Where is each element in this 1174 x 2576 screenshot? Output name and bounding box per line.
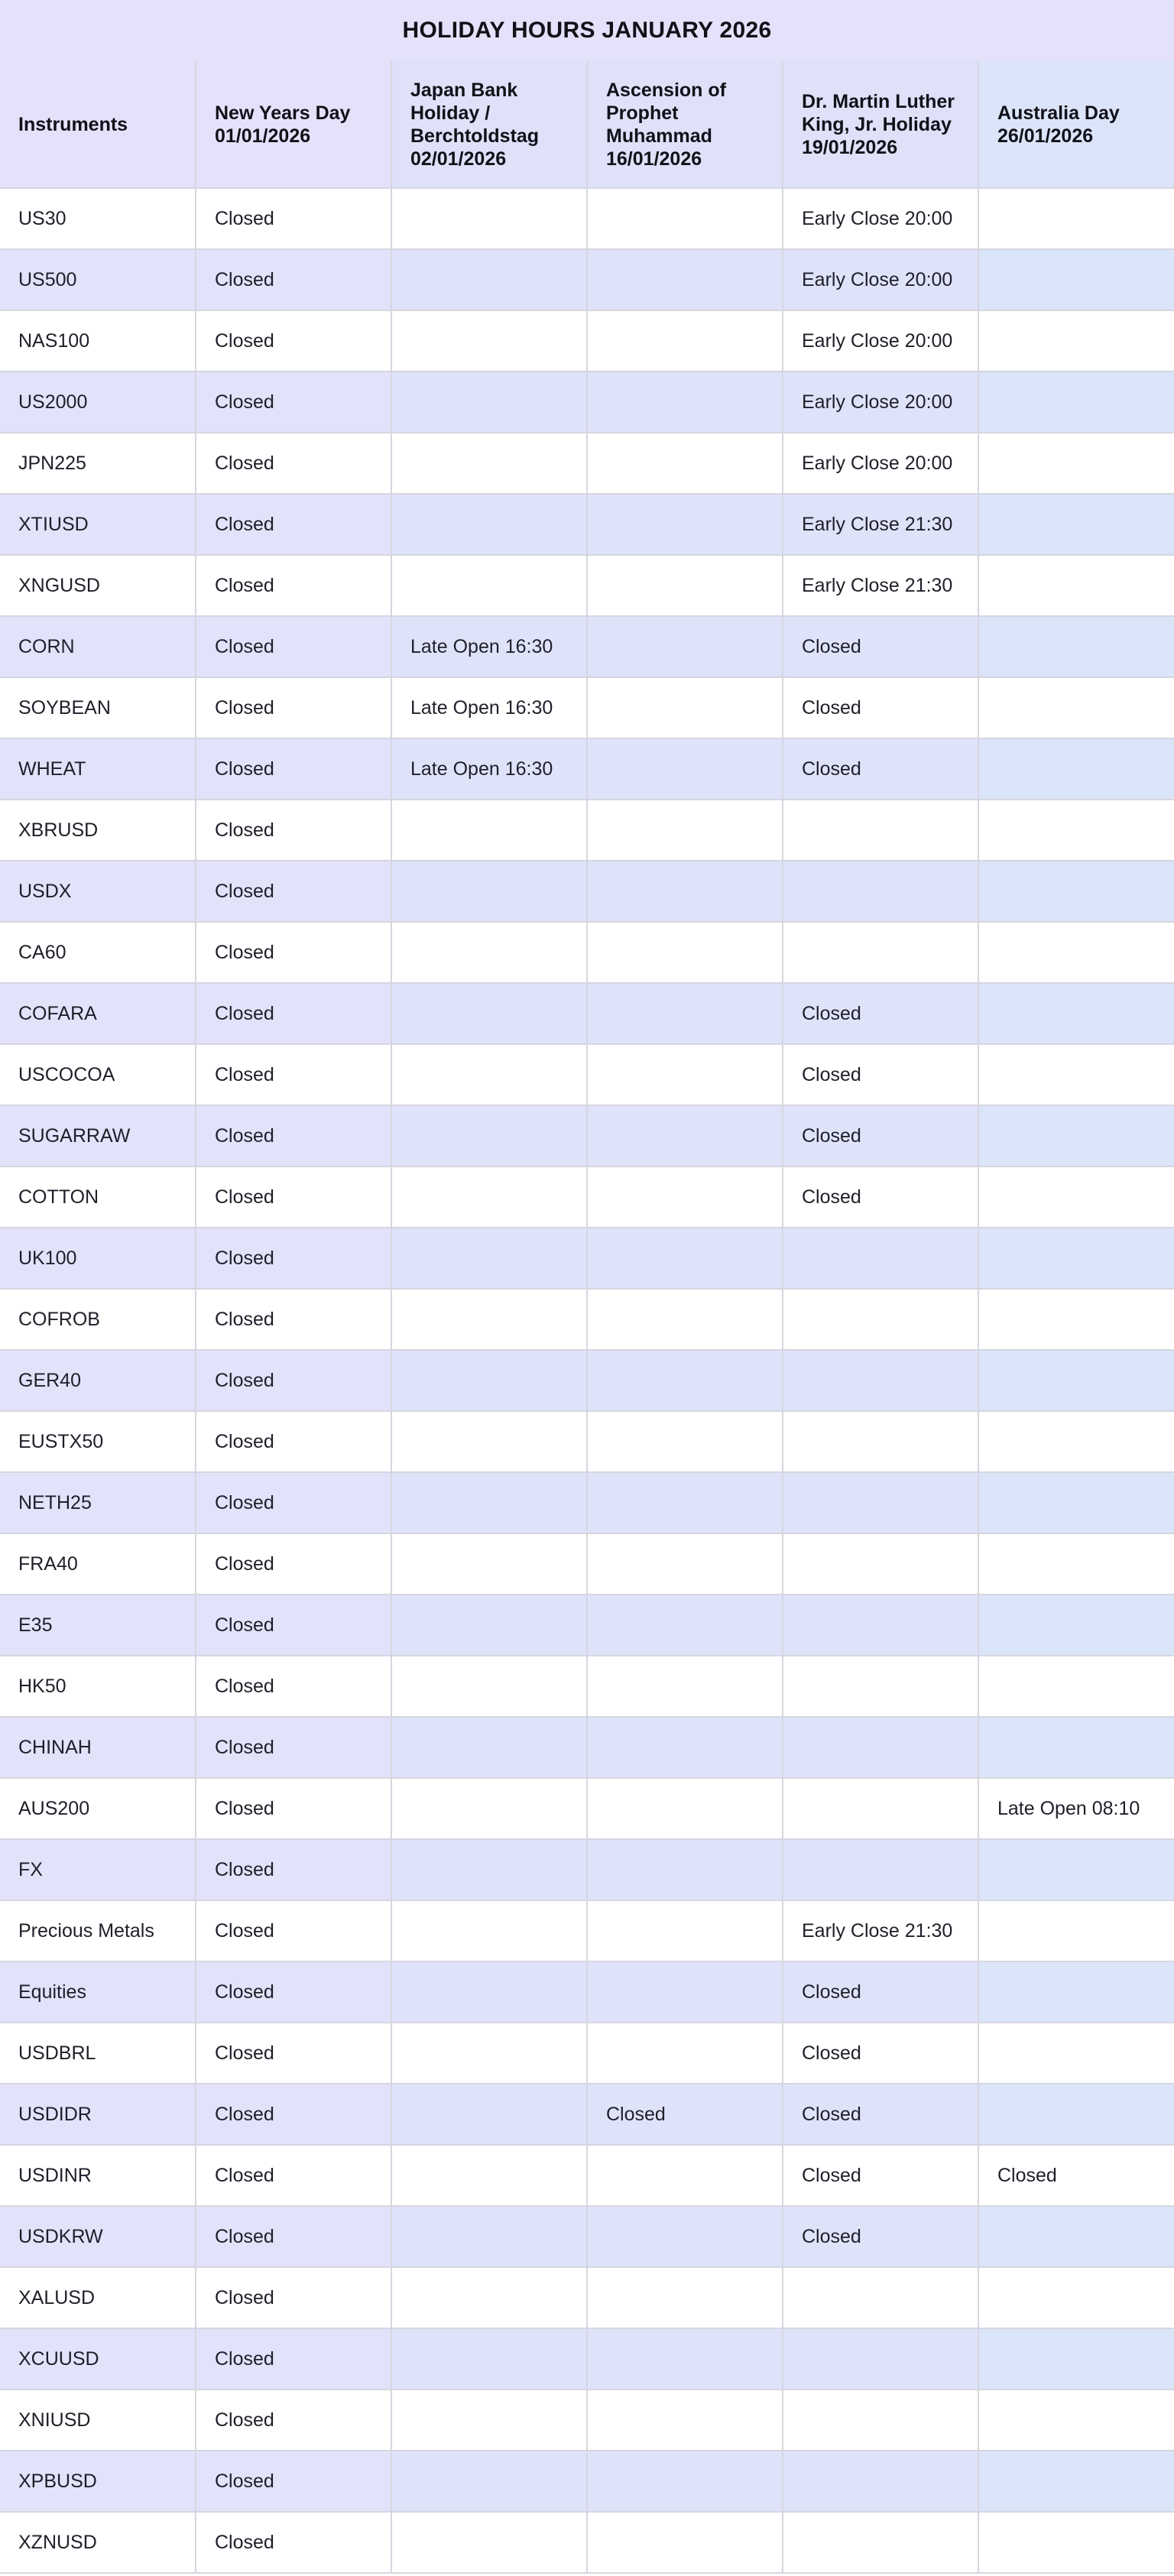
schedule-cell — [978, 2451, 1174, 2512]
instrument-cell: UK100 — [0, 1228, 196, 1289]
schedule-cell: Closed — [196, 1105, 391, 1166]
column-header-holiday: Japan Bank Holiday / Berchtoldstag 02/01/2026 — [391, 61, 587, 188]
table-row — [0, 2206, 1174, 2267]
schedule-cell — [391, 1595, 587, 1656]
table-row — [0, 1350, 1174, 1411]
instrument-cell: XCUUSD — [0, 2328, 196, 2389]
table-row — [0, 2023, 1174, 2084]
table-row — [0, 2328, 1174, 2389]
schedule-cell — [978, 800, 1174, 861]
schedule-cell: Closed — [196, 616, 391, 677]
table-row — [0, 2512, 1174, 2573]
schedule-cell: Late Open 16:30 — [391, 738, 587, 800]
schedule-cell — [978, 1839, 1174, 1900]
instrument-cell: NAS100 — [0, 310, 196, 371]
table-row — [0, 1044, 1174, 1105]
schedule-cell: Closed — [783, 1166, 978, 1228]
instrument-cell: GER40 — [0, 1350, 196, 1411]
table-row — [0, 1839, 1174, 1900]
schedule-cell: Closed — [978, 2145, 1174, 2206]
schedule-cell — [783, 1228, 978, 1289]
schedule-cell: Closed — [196, 1472, 391, 1533]
schedule-cell: Early Close 20:00 — [783, 371, 978, 433]
schedule-cell — [978, 310, 1174, 371]
schedule-cell — [391, 249, 587, 310]
instrument-cell: CHINAH — [0, 1717, 196, 1778]
schedule-cell — [978, 1533, 1174, 1595]
schedule-cell — [391, 2206, 587, 2267]
table-row — [0, 800, 1174, 861]
schedule-cell — [978, 983, 1174, 1044]
schedule-cell — [978, 861, 1174, 922]
schedule-cell — [978, 371, 1174, 433]
schedule-cell: Closed — [196, 2389, 391, 2451]
schedule-cell: Early Close 21:30 — [783, 555, 978, 616]
schedule-cell — [587, 249, 783, 310]
schedule-cell — [587, 555, 783, 616]
instrument-cell: USDX — [0, 861, 196, 922]
schedule-cell — [391, 371, 587, 433]
page-title: HOLIDAY HOURS JANUARY 2026 — [0, 0, 1174, 61]
schedule-cell — [587, 2023, 783, 2084]
instrument-cell: XTIUSD — [0, 494, 196, 555]
column-header-holiday: Ascension of Prophet Muhammad 16/01/2026 — [587, 61, 783, 188]
instrument-cell: XNIUSD — [0, 2389, 196, 2451]
table-row — [0, 1778, 1174, 1839]
table-body — [0, 188, 1174, 2573]
schedule-cell — [587, 310, 783, 371]
instrument-cell: FX — [0, 1839, 196, 1900]
schedule-cell — [587, 1656, 783, 1717]
instrument-cell: COFROB — [0, 1289, 196, 1350]
column-header-holiday: Dr. Martin Luther King, Jr. Holiday 19/01/2026 — [783, 61, 978, 188]
table-row — [0, 2389, 1174, 2451]
schedule-cell: Closed — [196, 738, 391, 800]
schedule-cell: Late Open 16:30 — [391, 677, 587, 738]
schedule-cell: Closed — [783, 616, 978, 677]
schedule-cell — [391, 2512, 587, 2573]
schedule-cell — [783, 1656, 978, 1717]
schedule-cell: Closed — [783, 1044, 978, 1105]
schedule-cell: Closed — [196, 1656, 391, 1717]
schedule-cell: Closed — [196, 922, 391, 983]
schedule-cell — [978, 2206, 1174, 2267]
schedule-cell — [783, 2267, 978, 2328]
schedule-cell: Closed — [196, 1228, 391, 1289]
schedule-cell — [978, 1166, 1174, 1228]
instrument-cell: HK50 — [0, 1656, 196, 1717]
schedule-cell: Early Close 20:00 — [783, 433, 978, 494]
schedule-cell — [978, 2389, 1174, 2451]
schedule-cell — [587, 2389, 783, 2451]
schedule-cell — [587, 2512, 783, 2573]
schedule-cell: Closed — [783, 738, 978, 800]
schedule-cell — [391, 433, 587, 494]
schedule-cell: Late Open 16:30 — [391, 616, 587, 677]
schedule-cell — [783, 800, 978, 861]
schedule-cell — [587, 2451, 783, 2512]
table-row — [0, 310, 1174, 371]
instrument-cell: Equities — [0, 1961, 196, 2023]
schedule-cell — [391, 2084, 587, 2145]
schedule-cell — [978, 738, 1174, 800]
schedule-cell — [783, 1472, 978, 1533]
instrument-cell: WHEAT — [0, 738, 196, 800]
instrument-cell: US2000 — [0, 371, 196, 433]
schedule-cell — [391, 983, 587, 1044]
schedule-cell: Closed — [196, 433, 391, 494]
schedule-cell — [587, 1900, 783, 1961]
schedule-cell: Closed — [196, 1900, 391, 1961]
schedule-cell: Closed — [196, 1533, 391, 1595]
schedule-cell — [391, 2023, 587, 2084]
instrument-cell: XNGUSD — [0, 555, 196, 616]
schedule-cell — [978, 1350, 1174, 1411]
instrument-cell: XBRUSD — [0, 800, 196, 861]
table-row — [0, 371, 1174, 433]
schedule-cell: Closed — [196, 677, 391, 738]
instrument-cell: USDIDR — [0, 2084, 196, 2145]
schedule-cell — [587, 188, 783, 249]
schedule-cell: Closed — [196, 1411, 391, 1472]
table-row — [0, 861, 1174, 922]
schedule-cell — [391, 2389, 587, 2451]
column-header-holiday: Australia Day 26/01/2026 — [978, 61, 1174, 188]
schedule-cell: Closed — [196, 2145, 391, 2206]
schedule-cell: Closed — [196, 371, 391, 433]
schedule-cell — [978, 2328, 1174, 2389]
schedule-cell — [391, 1533, 587, 1595]
instrument-cell: USDKRW — [0, 2206, 196, 2267]
column-header-holiday: New Years Day 01/01/2026 — [196, 61, 391, 188]
schedule-cell — [783, 922, 978, 983]
schedule-cell: Closed — [196, 310, 391, 371]
schedule-cell — [783, 1717, 978, 1778]
instrument-cell: AUS200 — [0, 1778, 196, 1839]
schedule-cell — [391, 922, 587, 983]
schedule-cell: Closed — [783, 2145, 978, 2206]
schedule-cell — [587, 922, 783, 983]
schedule-cell: Early Close 21:30 — [783, 494, 978, 555]
table-row — [0, 922, 1174, 983]
schedule-cell — [783, 2512, 978, 2573]
header-row — [0, 61, 1174, 188]
schedule-cell: Closed — [196, 1289, 391, 1350]
schedule-cell — [978, 1472, 1174, 1533]
schedule-cell: Closed — [196, 1717, 391, 1778]
table-row — [0, 738, 1174, 800]
instrument-cell: CORN — [0, 616, 196, 677]
table-row — [0, 1900, 1174, 1961]
schedule-cell — [391, 2267, 587, 2328]
instrument-cell: FRA40 — [0, 1533, 196, 1595]
table-row — [0, 1595, 1174, 1656]
schedule-cell — [978, 922, 1174, 983]
schedule-cell: Closed — [196, 2206, 391, 2267]
instrument-cell: US30 — [0, 188, 196, 249]
schedule-cell — [391, 800, 587, 861]
schedule-cell — [391, 1044, 587, 1105]
schedule-cell: Closed — [196, 1595, 391, 1656]
table-row — [0, 677, 1174, 738]
holiday-hours-table — [0, 61, 1174, 2574]
schedule-cell — [978, 1228, 1174, 1289]
schedule-cell: Closed — [783, 983, 978, 1044]
table-row — [0, 2451, 1174, 2512]
schedule-cell: Closed — [196, 2023, 391, 2084]
schedule-cell: Closed — [196, 800, 391, 861]
schedule-cell — [391, 1350, 587, 1411]
schedule-cell — [587, 800, 783, 861]
schedule-cell — [978, 1595, 1174, 1656]
schedule-cell — [587, 433, 783, 494]
table-row — [0, 1105, 1174, 1166]
schedule-cell — [391, 1411, 587, 1472]
schedule-cell — [587, 677, 783, 738]
schedule-cell — [587, 1778, 783, 1839]
schedule-cell — [587, 494, 783, 555]
schedule-cell — [978, 1044, 1174, 1105]
schedule-cell — [391, 861, 587, 922]
schedule-cell: Closed — [196, 1839, 391, 1900]
schedule-cell — [783, 1289, 978, 1350]
schedule-cell: Early Close 20:00 — [783, 249, 978, 310]
table-row — [0, 983, 1174, 1044]
schedule-cell — [391, 1228, 587, 1289]
schedule-cell — [391, 1900, 587, 1961]
schedule-cell — [587, 1961, 783, 2023]
table-header — [0, 61, 1174, 188]
schedule-cell: Closed — [196, 188, 391, 249]
schedule-cell — [587, 1166, 783, 1228]
table-row — [0, 2267, 1174, 2328]
schedule-cell — [978, 1289, 1174, 1350]
instrument-cell: SUGARRAW — [0, 1105, 196, 1166]
schedule-cell — [783, 1533, 978, 1595]
instrument-cell: USDINR — [0, 2145, 196, 2206]
schedule-cell — [978, 555, 1174, 616]
schedule-cell — [783, 2328, 978, 2389]
schedule-cell: Closed — [196, 1350, 391, 1411]
schedule-cell — [587, 738, 783, 800]
schedule-cell: Closed — [783, 2023, 978, 2084]
schedule-cell — [587, 1533, 783, 1595]
schedule-cell — [587, 371, 783, 433]
table-row — [0, 433, 1174, 494]
table-row — [0, 1289, 1174, 1350]
table-row — [0, 188, 1174, 249]
schedule-cell: Closed — [196, 2084, 391, 2145]
schedule-cell — [783, 861, 978, 922]
schedule-cell — [587, 861, 783, 922]
schedule-cell: Closed — [196, 2451, 391, 2512]
schedule-cell — [587, 1839, 783, 1900]
schedule-cell — [783, 2389, 978, 2451]
schedule-cell — [587, 1105, 783, 1166]
schedule-cell — [587, 2267, 783, 2328]
schedule-cell: Closed — [196, 1961, 391, 2023]
table-row — [0, 1472, 1174, 1533]
schedule-cell: Closed — [196, 555, 391, 616]
instrument-cell: EUSTX50 — [0, 1411, 196, 1472]
instrument-cell: XPBUSD — [0, 2451, 196, 2512]
schedule-cell: Closed — [196, 1044, 391, 1105]
schedule-cell — [391, 2145, 587, 2206]
schedule-cell — [978, 2512, 1174, 2573]
schedule-cell — [391, 1839, 587, 1900]
table-row — [0, 249, 1174, 310]
schedule-cell — [978, 1656, 1174, 1717]
schedule-cell — [587, 1411, 783, 1472]
schedule-cell — [587, 1472, 783, 1533]
schedule-cell — [978, 1900, 1174, 1961]
schedule-cell: Closed — [783, 677, 978, 738]
table-row — [0, 1166, 1174, 1228]
schedule-cell — [391, 494, 587, 555]
instrument-cell: US500 — [0, 249, 196, 310]
schedule-cell — [783, 1839, 978, 1900]
schedule-cell — [587, 2145, 783, 2206]
schedule-cell — [783, 1350, 978, 1411]
schedule-cell — [587, 1717, 783, 1778]
schedule-cell — [391, 1289, 587, 1350]
schedule-cell: Closed — [783, 2206, 978, 2267]
schedule-cell — [587, 2328, 783, 2389]
schedule-cell: Closed — [587, 2084, 783, 2145]
table-row — [0, 1533, 1174, 1595]
table-row — [0, 555, 1174, 616]
table-row — [0, 1717, 1174, 1778]
instrument-cell: CA60 — [0, 922, 196, 983]
schedule-cell — [587, 616, 783, 677]
schedule-cell — [391, 2328, 587, 2389]
schedule-cell: Closed — [196, 249, 391, 310]
schedule-cell — [587, 983, 783, 1044]
schedule-cell — [783, 2451, 978, 2512]
schedule-cell — [391, 1105, 587, 1166]
instrument-cell: E35 — [0, 1595, 196, 1656]
schedule-cell — [783, 1595, 978, 1656]
schedule-cell — [978, 249, 1174, 310]
instrument-cell: NETH25 — [0, 1472, 196, 1533]
instrument-cell: XZNUSD — [0, 2512, 196, 2573]
schedule-cell — [391, 188, 587, 249]
schedule-cell — [391, 1778, 587, 1839]
schedule-cell — [978, 188, 1174, 249]
schedule-cell — [978, 1717, 1174, 1778]
schedule-cell — [978, 677, 1174, 738]
schedule-cell — [391, 1656, 587, 1717]
instrument-cell: Precious Metals — [0, 1900, 196, 1961]
schedule-cell — [978, 494, 1174, 555]
schedule-cell: Closed — [196, 2512, 391, 2573]
table-row — [0, 1656, 1174, 1717]
schedule-cell — [978, 616, 1174, 677]
schedule-cell — [391, 2451, 587, 2512]
schedule-cell: Closed — [196, 494, 391, 555]
schedule-cell — [978, 433, 1174, 494]
table-row — [0, 2084, 1174, 2145]
schedule-cell — [391, 1961, 587, 2023]
schedule-cell — [587, 1228, 783, 1289]
schedule-cell — [587, 1595, 783, 1656]
schedule-cell — [978, 1105, 1174, 1166]
schedule-cell: Early Close 21:30 — [783, 1900, 978, 1961]
schedule-cell: Closed — [196, 1166, 391, 1228]
instrument-cell: COFARA — [0, 983, 196, 1044]
instrument-cell: USCOCOA — [0, 1044, 196, 1105]
schedule-cell — [978, 1411, 1174, 1472]
schedule-cell — [978, 2023, 1174, 2084]
schedule-cell: Closed — [196, 2328, 391, 2389]
schedule-cell — [391, 1166, 587, 1228]
schedule-cell: Closed — [783, 1105, 978, 1166]
table-row — [0, 1411, 1174, 1472]
schedule-cell: Closed — [196, 2267, 391, 2328]
schedule-cell: Closed — [196, 861, 391, 922]
schedule-cell — [391, 555, 587, 616]
schedule-cell: Early Close 20:00 — [783, 310, 978, 371]
schedule-cell — [978, 2084, 1174, 2145]
schedule-cell: Late Open 08:10 — [978, 1778, 1174, 1839]
schedule-cell: Closed — [783, 2084, 978, 2145]
schedule-cell: Early Close 20:00 — [783, 188, 978, 249]
schedule-cell — [587, 1350, 783, 1411]
table-row — [0, 1961, 1174, 2023]
schedule-cell: Closed — [196, 1778, 391, 1839]
instrument-cell: JPN225 — [0, 433, 196, 494]
schedule-cell — [783, 1411, 978, 1472]
schedule-cell — [391, 1472, 587, 1533]
instrument-cell: USDBRL — [0, 2023, 196, 2084]
schedule-cell: Closed — [783, 1961, 978, 2023]
table-row — [0, 494, 1174, 555]
schedule-cell — [587, 2206, 783, 2267]
column-header-instruments: Instruments — [0, 61, 196, 188]
schedule-cell — [391, 1717, 587, 1778]
schedule-cell — [391, 310, 587, 371]
schedule-cell — [978, 2267, 1174, 2328]
instrument-cell: COTTON — [0, 1166, 196, 1228]
instrument-cell: SOYBEAN — [0, 677, 196, 738]
table-row — [0, 2145, 1174, 2206]
instrument-cell: XALUSD — [0, 2267, 196, 2328]
schedule-cell: Closed — [196, 983, 391, 1044]
table-row — [0, 616, 1174, 677]
schedule-cell — [978, 1961, 1174, 2023]
table-row — [0, 1228, 1174, 1289]
schedule-cell — [587, 1044, 783, 1105]
schedule-cell — [783, 1778, 978, 1839]
schedule-cell — [587, 1289, 783, 1350]
